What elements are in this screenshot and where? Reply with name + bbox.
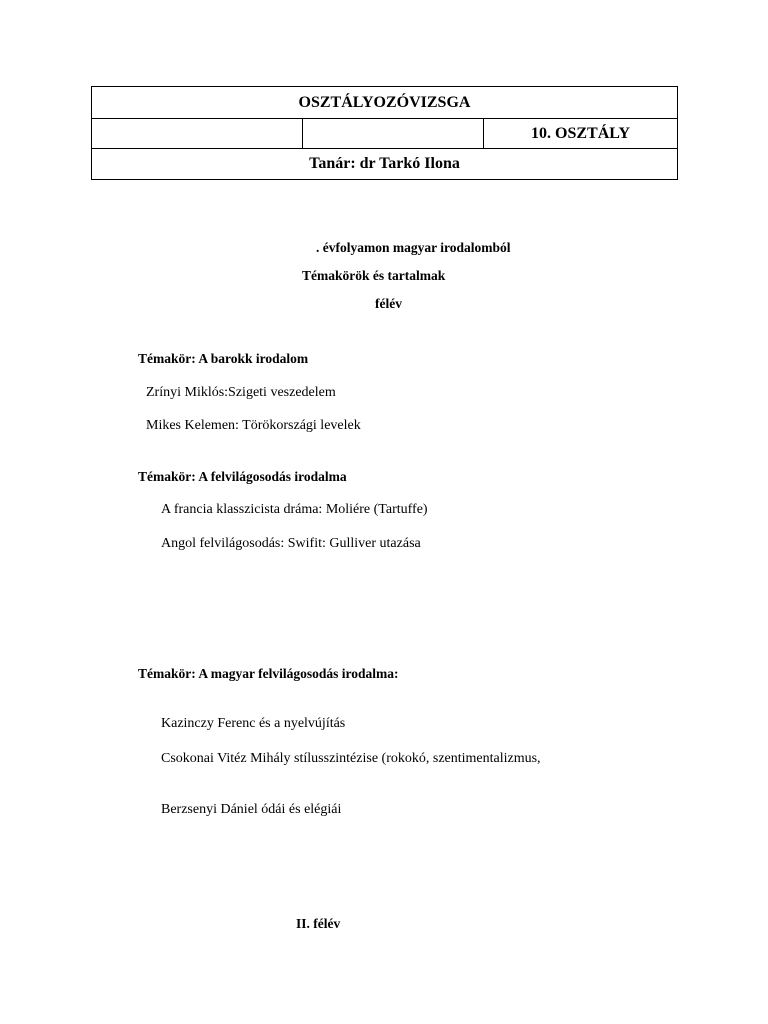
- teacher-name: Tanár: dr Tarkó Ilona: [92, 149, 678, 180]
- intro-grade-line: . évfolyamon magyar irodalomból: [316, 240, 511, 255]
- intro-topics-line: Témakörök és tartalmak: [302, 268, 446, 283]
- list-item: Mikes Kelemen: Törökországi levelek: [146, 418, 361, 433]
- empty-cell-middle: [303, 119, 484, 149]
- class-label: 10. OSZTÁLY: [484, 119, 678, 149]
- list-item: A francia klasszicista dráma: Moliére (Tartuffe): [161, 502, 428, 517]
- list-item: Kazinczy Ferenc és a nyelvújítás: [161, 716, 346, 731]
- intro-semester-line: félév: [375, 296, 402, 311]
- list-item: Angol felvilágosodás: Swifit: Gulliver utazása: [161, 536, 421, 551]
- second-semester-heading: II. félév: [296, 916, 341, 931]
- list-item: Csokonai Vitéz Mihály stílusszintézise (rokokó, szentimentalizmus,: [161, 751, 541, 766]
- exam-header-table: [91, 86, 678, 180]
- list-item: Berzsenyi Dániel ódái és elégiái: [161, 802, 342, 817]
- section-heading-baroque: Témakör: A barokk irodalom: [138, 351, 309, 366]
- empty-cell-left: [92, 119, 303, 149]
- exam-title: OSZTÁLYOZÓVIZSGA: [92, 87, 678, 119]
- section-heading-hungarian-enlightenment: Témakör: A magyar felvilágosodás irodalma:: [138, 666, 399, 681]
- list-item: Zrínyi Miklós:Szigeti veszedelem: [146, 385, 336, 400]
- section-heading-enlightenment: Témakör: A felvilágosodás irodalma: [138, 469, 347, 484]
